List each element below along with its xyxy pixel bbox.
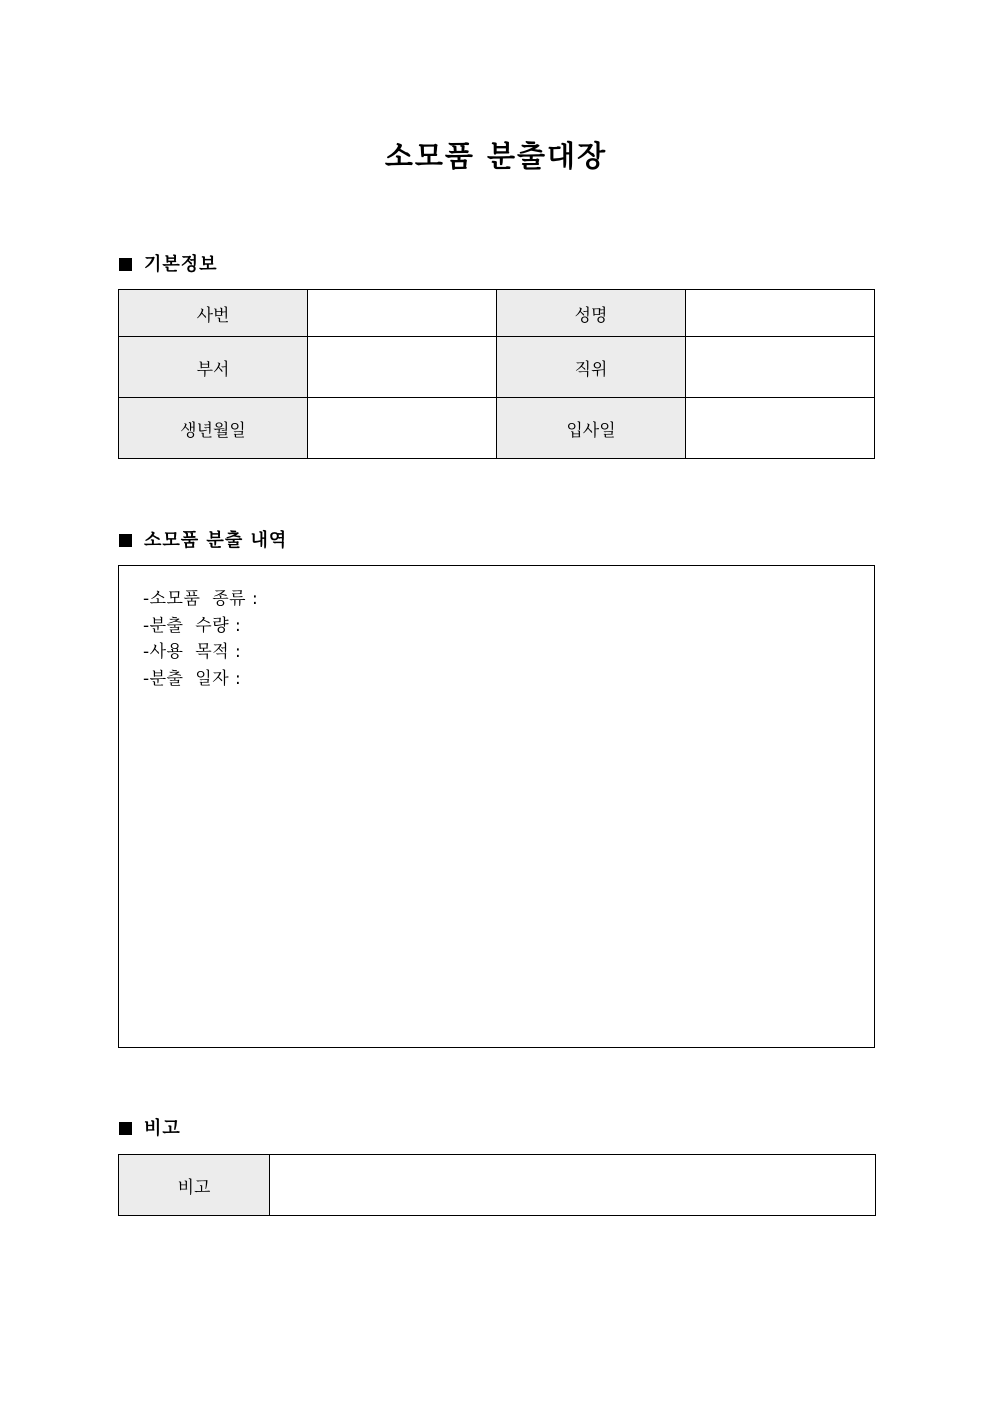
table-row	[119, 337, 875, 398]
details-list	[143, 586, 258, 692]
section-heading-remarks	[119, 1117, 181, 1141]
detail-line-purpose: -사용 목적 :	[143, 642, 242, 662]
position-field[interactable]	[686, 337, 875, 398]
table-row	[119, 290, 875, 337]
square-bullet-icon	[119, 1122, 132, 1135]
section-heading-label: 비고	[144, 1118, 181, 1139]
hire-date-label: 입사일	[497, 398, 686, 459]
position-label: 직위	[497, 337, 686, 398]
table-row	[119, 1155, 876, 1216]
section-heading-label: 기본정보	[144, 254, 218, 275]
detail-line-quantity: -분출 수량 :	[143, 615, 242, 636]
department-label: 부서	[119, 337, 308, 398]
birth-date-label: 생년월일	[119, 398, 308, 459]
name-label: 성명	[497, 290, 686, 337]
square-bullet-icon	[119, 258, 132, 271]
table-row	[119, 398, 875, 459]
basic-info-table	[118, 289, 875, 459]
section-heading-basic-info	[119, 253, 218, 277]
remarks-table	[118, 1154, 876, 1216]
employee-no-field[interactable]	[308, 290, 497, 337]
birth-date-field[interactable]	[308, 398, 497, 459]
employee-no-label: 사번	[119, 290, 308, 337]
department-field[interactable]	[308, 337, 497, 398]
section-heading-details	[119, 529, 287, 553]
details-box[interactable]	[118, 565, 875, 1048]
hire-date-field[interactable]	[686, 398, 875, 459]
section-heading-label: 소모품 분출 내역	[144, 530, 288, 551]
square-bullet-icon	[119, 534, 132, 547]
name-field[interactable]	[686, 290, 875, 337]
remarks-field[interactable]	[270, 1155, 876, 1216]
detail-line-date: -분출 일자 :	[143, 668, 242, 689]
detail-line-type: -소모품 종류 :	[143, 589, 259, 609]
remarks-label: 비고	[119, 1155, 270, 1216]
page-title: 소모품 분출대장	[384, 139, 608, 173]
